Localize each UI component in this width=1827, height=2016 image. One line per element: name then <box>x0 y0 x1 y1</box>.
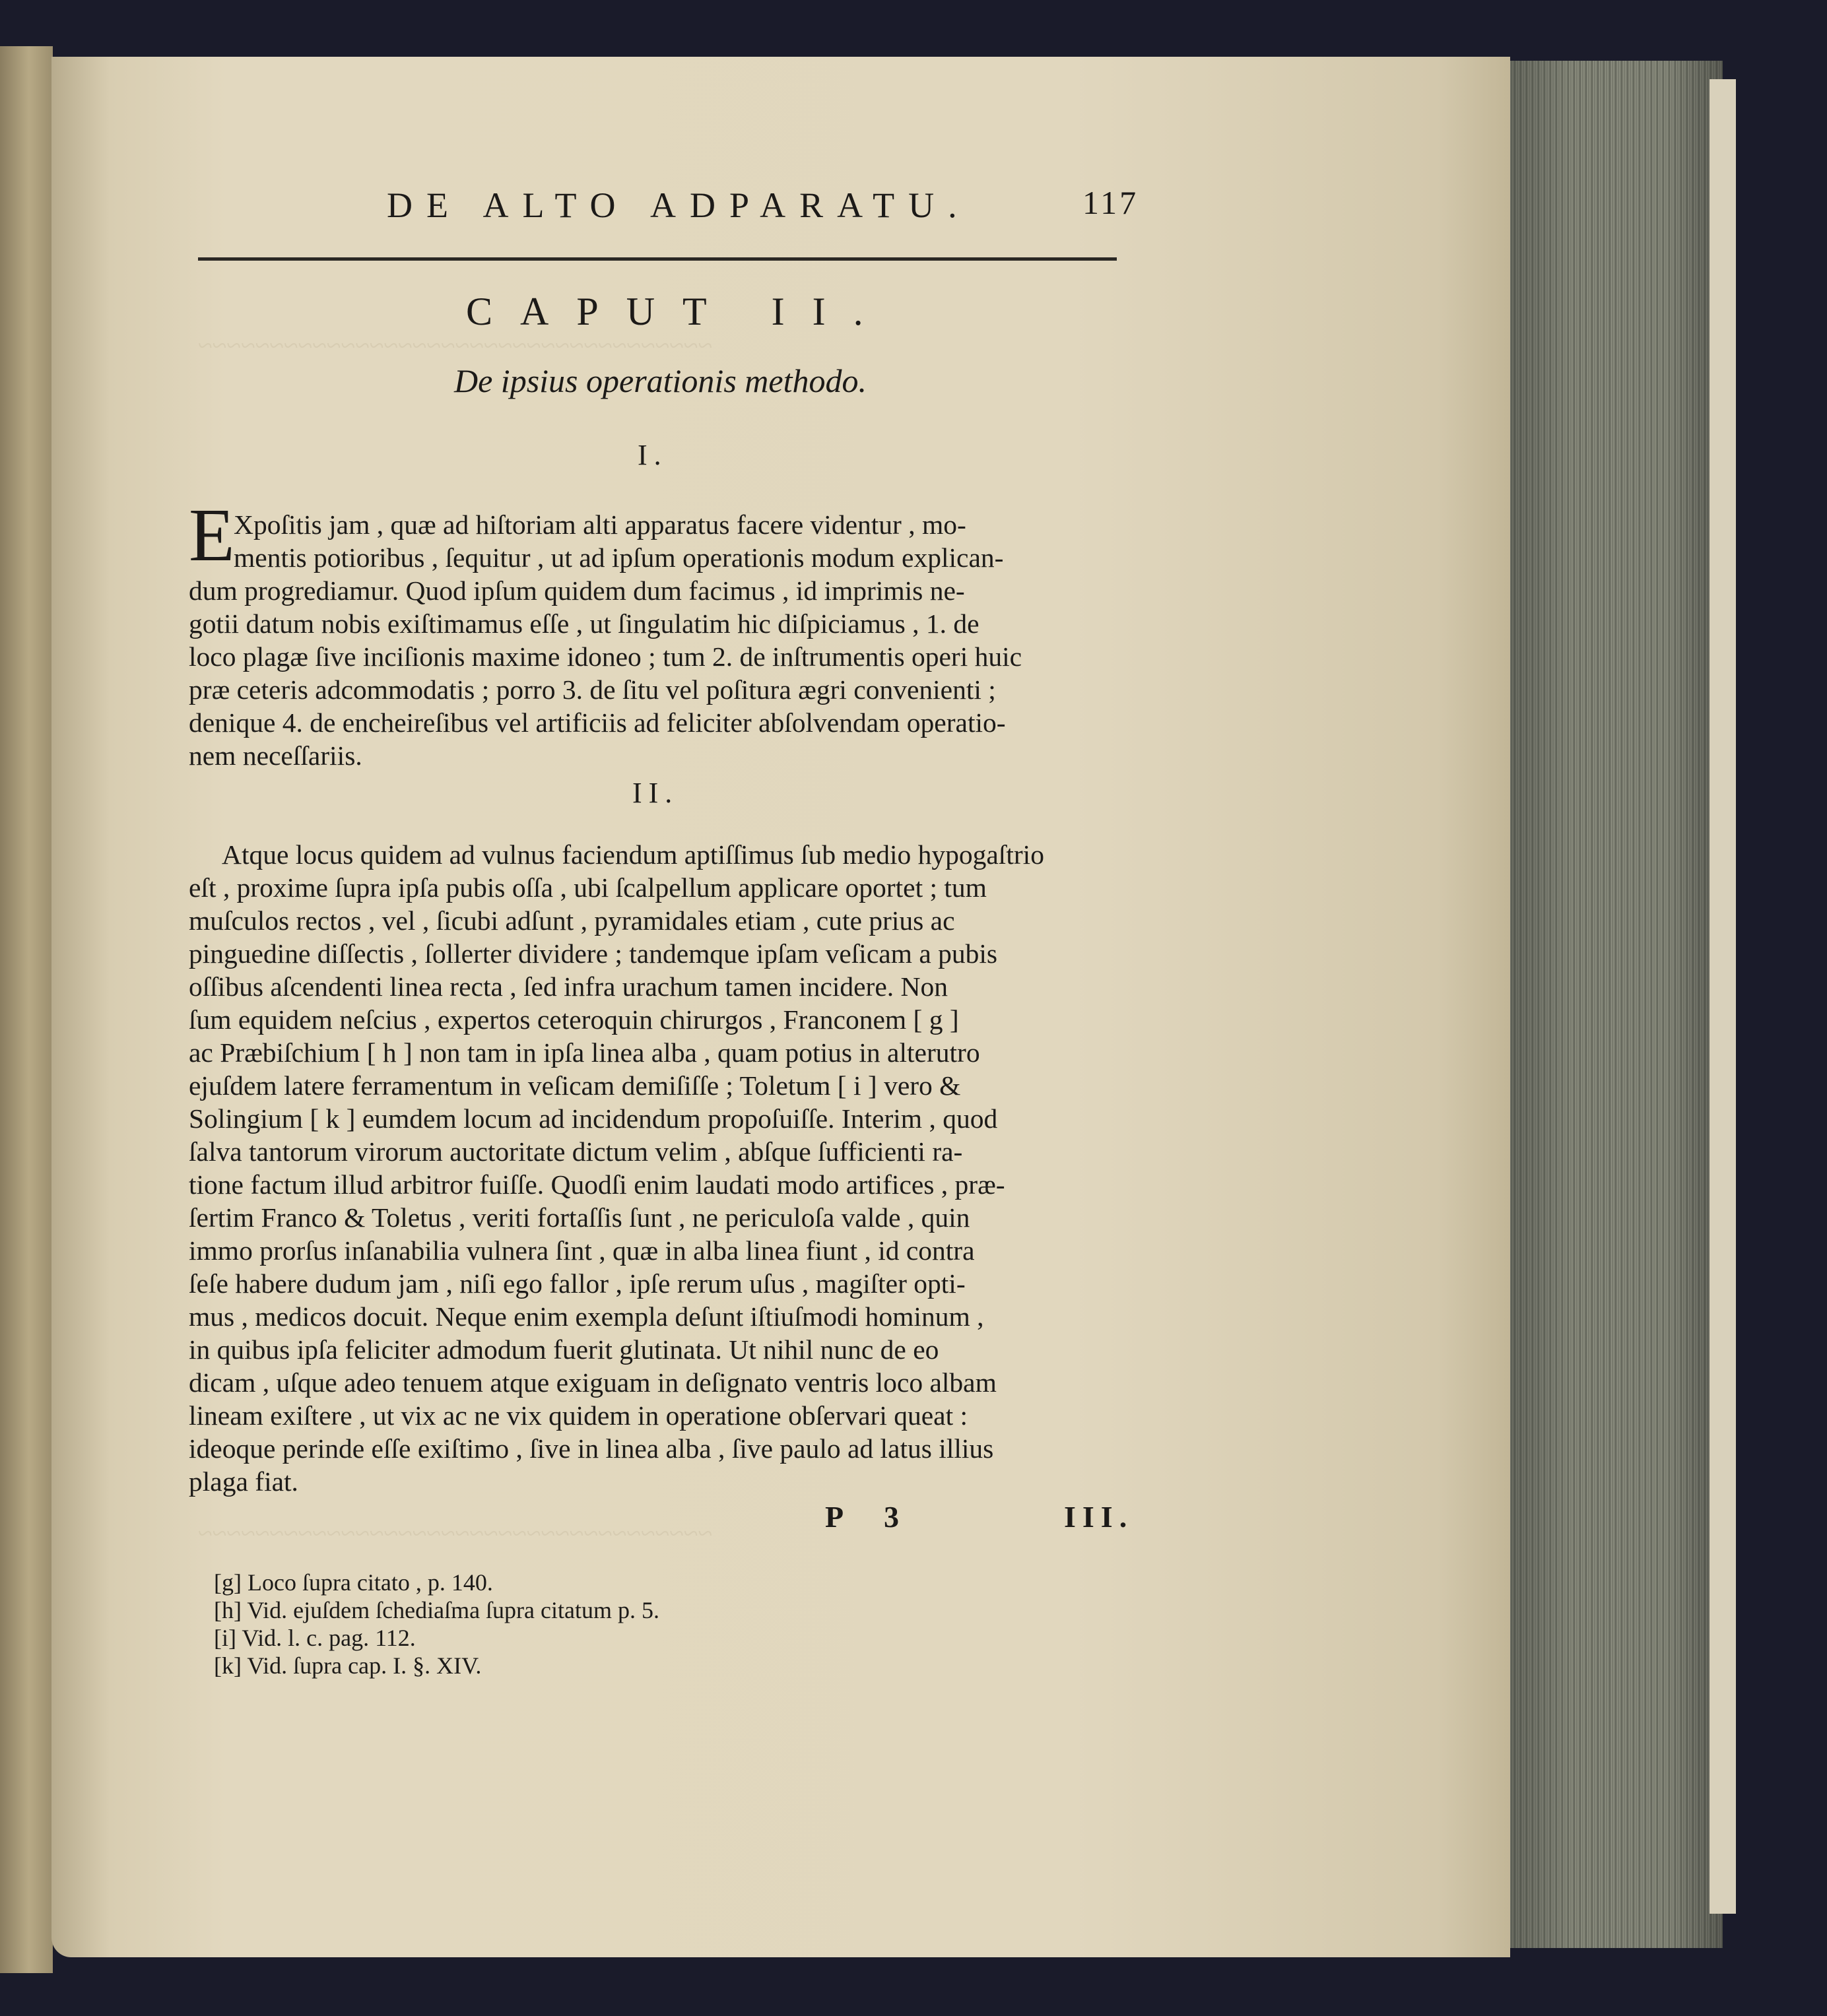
catchword: III. <box>1064 1500 1134 1534</box>
header-rule <box>198 257 1117 261</box>
text-line: ſertim Franco & Toletus , veriti fortaſſis ſunt , ne periculoſa valde , quin <box>189 1202 970 1233</box>
text-line: ſeſe habere dudum jam , niſi ego fallor , ipſe rerum uſus , magiſter opti- <box>189 1268 966 1299</box>
text-line: dicam , uſque adeo tenuem atque exiguam in deſignato ventris loco albam <box>189 1367 997 1398</box>
footnote: [g] Loco ſupra citato , p. 140. <box>214 1569 493 1596</box>
drop-cap: E <box>189 493 235 577</box>
text-line: eſt , proxime ſupra ipſa pubis oſſa , ubi ſcalpellum applicare oportet ; tum <box>189 872 987 903</box>
running-head: DE ALTO ADPARATU. <box>387 185 971 225</box>
text-line: pinguedine diſſectis , ſollerter dividere ; tandemque ipſam veſicam a pubis <box>189 938 998 969</box>
text-line: ſum equidem neſcius , expertos ceteroquin chirurgos , Franconem [ g ] <box>189 1004 959 1035</box>
text-line: mentis potioribus , ſequitur , ut ad ipſum operationis modum explican- <box>234 542 1004 573</box>
text-line: mus , medicos docuit. Neque enim exempla deſunt iſtiuſmodi hominum , <box>189 1301 984 1332</box>
text-line: plaga fiat. <box>189 1466 298 1497</box>
chapter-title: CAPUT II. <box>466 290 891 333</box>
book-cover-edge <box>1710 79 1736 1914</box>
text-line: lineam exiſtere , ut vix ac ne vix quidem in operatione obſervari queat : <box>189 1400 968 1431</box>
text-line: ejuſdem latere ferramentum in veſicam demiſiſſe ; Toletum [ i ] vero & <box>189 1070 961 1101</box>
text-line: ſalva tantorum virorum auctoritate dictum velim , abſque ſufficienti ra- <box>189 1136 963 1167</box>
text-line: tione factum illud arbitror fuiſſe. Quodſi enim laudati modo artifices , præ- <box>189 1169 1005 1200</box>
section-number-2: II. <box>632 777 679 809</box>
text-line: denique 4. de encheireſibus vel artificiis ad feliciter abſolvendam operatio- <box>189 707 1006 738</box>
text-line: Atque locus quidem ad vulnus faciendum aptiſſimus ſub medio hypogaſtrio <box>222 839 1044 870</box>
text-line: oſſibus aſcendenti linea recta , ſed infra urachum tamen incidere. Non <box>189 971 948 1002</box>
text-line: immo prorſus inſanabilia vulnera ſint , quæ in alba linea fiunt , id contra <box>189 1235 975 1266</box>
footnote: [k] Vid. ſupra cap. I. §. XIV. <box>214 1652 482 1679</box>
text-line: Xpoſitis jam , quæ ad hiſtoriam alti apparatus facere videntur , mo- <box>234 509 966 540</box>
page-number: 117 <box>1082 184 1139 221</box>
show-through-text: ~~~~~~~~~~~~~~~~~~~~~~~~~~~~~~~~~~~~ <box>198 331 713 360</box>
left-page-edge <box>0 46 53 1973</box>
text-line: ideoque perinde eſſe exiſtimo , ſive in linea alba , ſive paulo ad latus illius <box>189 1433 994 1464</box>
text-line: muſculos rectos , vel , ſicubi adſunt , pyramidales etiam , cute prius ac <box>189 905 955 936</box>
text-line: nem neceſſariis. <box>189 740 362 771</box>
footnote: [h] Vid. ejuſdem ſchediaſma ſupra citatum p. 5. <box>214 1597 659 1623</box>
show-through-text: ~~~~~~~~~~~~~~~~~~~~~~~~~~~~~~~~~~~~ <box>198 1518 713 1548</box>
text-line: loco plagæ ſive inciſionis maxime idoneo ; tum 2. de inſtrumentis operi huic <box>189 641 1022 672</box>
text-line: gotii datum nobis exiſtimamus eſſe , ut ſingulatim hic diſpiciamus , 1. de <box>189 608 980 639</box>
text-line: Solingium [ k ] eumdem locum ad incidendum propoſuiſſe. Interim , quod <box>189 1103 998 1134</box>
signature-mark: P 3 <box>825 1500 917 1534</box>
text-line: præ ceteris adcommodatis ; porro 3. de ſitu vel poſitura ægri convenienti ; <box>189 674 996 705</box>
text-line: dum progrediamur. Quod ipſum quidem dum facimus , id imprimis ne- <box>189 575 965 606</box>
chapter-subtitle: De ipsius operationis methodo. <box>454 362 867 399</box>
text-line: in quibus ipſa feliciter admodum fuerit glutinata. Ut nihil nunc de eo <box>189 1334 939 1365</box>
footnote: [i] Vid. l. c. pag. 112. <box>214 1625 416 1651</box>
text-line: ac Præbiſchium [ h ] non tam in ipſa linea alba , quam potius in alterutro <box>189 1037 980 1068</box>
page-fore-edge <box>1505 61 1723 1948</box>
section-number-1: I. <box>638 439 668 471</box>
